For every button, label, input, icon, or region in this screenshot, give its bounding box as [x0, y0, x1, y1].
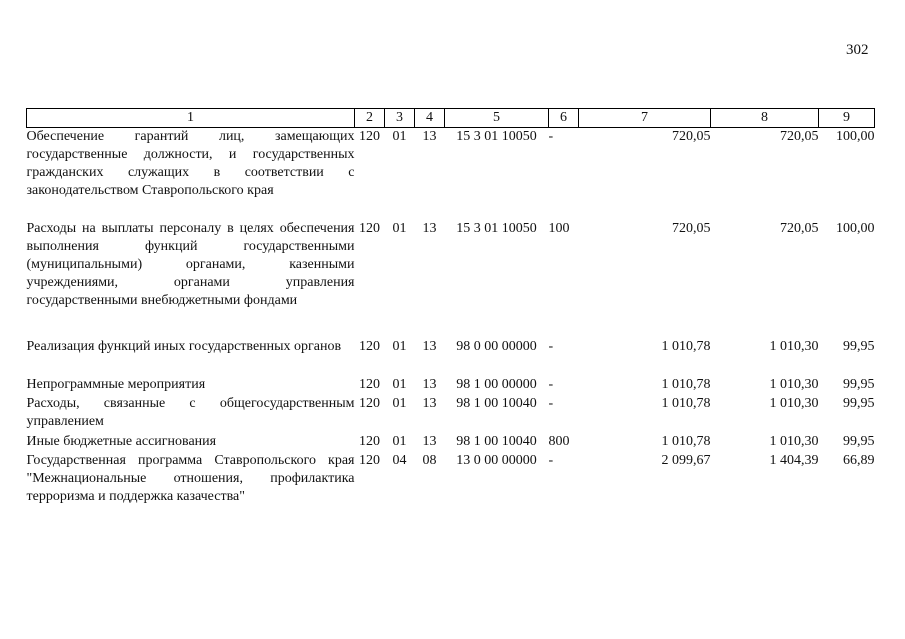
cell-subsection-code: 08: [422, 452, 437, 468]
table-header-row: [27, 109, 875, 128]
cell-target-article: 98 1 00 10040: [456, 433, 537, 449]
cell-section-code: 04: [392, 452, 407, 468]
table-row: [27, 220, 875, 338]
column-header: 9: [819, 109, 875, 128]
column-header: 2: [355, 109, 385, 128]
cell-planned: 1 010,78: [661, 433, 711, 449]
cell-executed: 1 010,30: [769, 376, 819, 392]
table-row: [27, 433, 875, 452]
column-header: 8: [711, 109, 819, 128]
row-description: Непрограммные мероприятия: [26, 376, 206, 392]
row-description: Государственная программа Ставропольского края "Межнациональные отношения, профилактика терроризма и поддержка казачества": [26, 452, 355, 504]
cell-executed: 720,05: [780, 129, 819, 144]
page-number: 302: [846, 42, 869, 58]
row-description: Реализация функций иных государственных органов: [26, 338, 342, 354]
cell-expense-type: 100: [548, 220, 570, 236]
cell-subsection-code: 13: [422, 220, 437, 236]
cell-target-article: 15 3 01 10050: [456, 129, 537, 144]
cell-expense-type: -: [548, 129, 554, 144]
budget-table: [26, 108, 875, 508]
cell-target-article: 98 0 00 00000: [456, 338, 537, 354]
cell-executed: 1 010,30: [769, 433, 819, 449]
cell-percent: 100,00: [836, 220, 875, 236]
column-header: 4: [415, 109, 445, 128]
cell-subsection-code: 13: [422, 395, 437, 411]
row-description: Расходы на выплаты персоналу в целях обеспечения выполнения функций государственными (муниципальными) органами, казенными учреждениями, органами управления государственными внебюджетными фондами: [26, 220, 355, 308]
cell-subsection-code: 13: [422, 338, 437, 354]
cell-planned: 1 010,78: [661, 395, 711, 411]
cell-section-code: 01: [392, 395, 407, 411]
cell-percent: 66,89: [843, 452, 875, 468]
cell-planned: 1 010,78: [661, 376, 711, 392]
cell-ministry-code: 120: [359, 395, 380, 411]
cell-percent: 100,00: [836, 129, 875, 144]
cell-percent: 99,95: [843, 433, 875, 449]
cell-ministry-code: 120: [359, 129, 380, 144]
cell-executed: 1 404,39: [769, 452, 819, 468]
cell-target-article: 98 1 00 00000: [456, 376, 537, 392]
cell-section-code: 01: [392, 220, 407, 236]
cell-subsection-code: 13: [422, 433, 437, 449]
cell-section-code: 01: [392, 433, 407, 449]
table-row: [27, 376, 875, 395]
column-header: 7: [579, 109, 711, 128]
cell-planned: 720,05: [672, 129, 711, 144]
cell-expense-type: -: [548, 395, 554, 411]
cell-ministry-code: 120: [359, 452, 380, 468]
table-row: [27, 128, 875, 220]
cell-planned: 1 010,78: [661, 338, 711, 354]
cell-executed: 1 010,30: [769, 338, 819, 354]
table-row: [27, 338, 875, 376]
cell-expense-type: -: [548, 338, 554, 354]
cell-target-article: 98 1 00 10040: [456, 395, 537, 411]
cell-executed: 1 010,30: [769, 395, 819, 411]
cell-target-article: 15 3 01 10050: [456, 220, 537, 236]
cell-section-code: 01: [392, 338, 407, 354]
cell-section-code: 01: [392, 129, 407, 144]
cell-expense-type: -: [548, 376, 554, 392]
cell-ministry-code: 120: [359, 376, 380, 392]
cell-subsection-code: 13: [422, 376, 437, 392]
row-description: Расходы, связанные с общегосударственным управлением: [26, 395, 355, 429]
column-header: 6: [549, 109, 579, 128]
table-row: [27, 452, 875, 508]
cell-section-code: 01: [392, 376, 407, 392]
column-header: 5: [445, 109, 549, 128]
cell-target-article: 13 0 00 00000: [456, 452, 537, 468]
column-header: 1: [27, 109, 355, 128]
table-row: [27, 395, 875, 433]
cell-executed: 720,05: [780, 220, 819, 236]
cell-percent: 99,95: [843, 395, 875, 411]
row-description: Обеспечение гарантий лиц, замещающих государственные должности, и государственных гражданских служащих в соответствии с законодательством Ставропольского края: [26, 129, 355, 198]
cell-percent: 99,95: [843, 338, 875, 354]
cell-expense-type: -: [548, 452, 554, 468]
cell-percent: 99,95: [843, 376, 875, 392]
cell-planned: 720,05: [672, 220, 711, 236]
cell-ministry-code: 120: [359, 220, 380, 236]
row-description: Иные бюджетные ассигнования: [26, 433, 217, 449]
cell-planned: 2 099,67: [661, 452, 711, 468]
column-header: 3: [385, 109, 415, 128]
cell-ministry-code: 120: [359, 433, 380, 449]
cell-expense-type: 800: [548, 433, 570, 449]
cell-ministry-code: 120: [359, 338, 380, 354]
cell-subsection-code: 13: [422, 129, 437, 144]
